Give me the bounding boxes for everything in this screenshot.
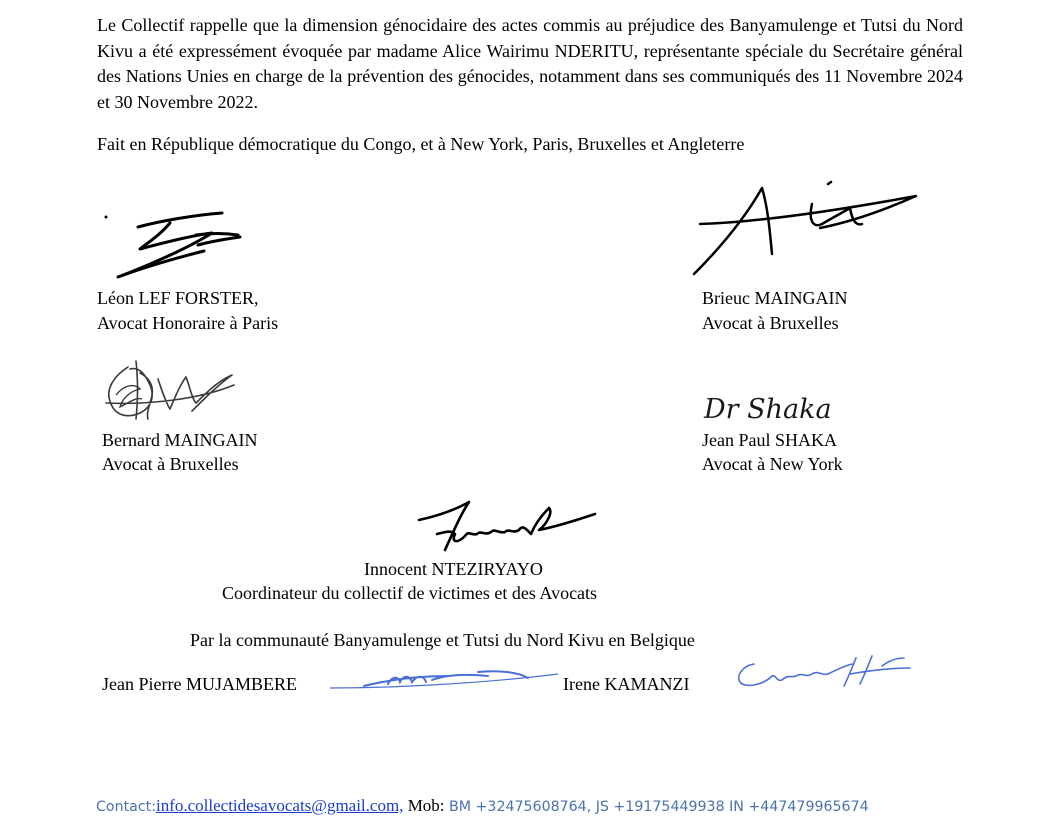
forster-signature bbox=[100, 205, 250, 285]
footer-contact bbox=[96, 796, 869, 816]
mujambere-name: Jean Pierre MUJAMBERE bbox=[102, 674, 297, 694]
shaka-title: Avocat à New York bbox=[702, 454, 843, 474]
brieuc-name: Brieuc MAINGAIN bbox=[702, 288, 848, 308]
contact-label: Contact: bbox=[96, 799, 156, 815]
place-line: Fait en République démocratique du Congo, et à New York, Paris, Bruxelles et Angleterre bbox=[97, 134, 745, 154]
bernard-name: Bernard MAINGAIN bbox=[102, 430, 258, 450]
closing-paragraph: Le Collectif rappelle que la dimension génocidaire des actes commis au préjudice des Banyamulenge et Tutsi du Nord Kivu a été expressément évoquée par madame Alice Wairimu NDERITU, représentante spéciale du Secrétaire général des Nations Unies en charge de la prévention des génocides, notamment dans ses communiqués des 11 Novembre 2024 et 30 Novembre 2022. bbox=[97, 15, 963, 112]
kamanzi-name: Irene KAMANZI bbox=[563, 674, 690, 694]
community-line: Par la communauté Banyamulenge et Tutsi du Nord Kivu en Belgique bbox=[190, 630, 695, 650]
kamanzi-signature bbox=[732, 652, 914, 692]
shaka-signature bbox=[702, 386, 842, 428]
forster-name: Léon LEF FORSTER, bbox=[97, 288, 259, 308]
ntezi-name: Innocent NTEZIRYAYO bbox=[364, 559, 543, 579]
bernard-title: Avocat à Bruxelles bbox=[102, 454, 239, 474]
ntezi-signature bbox=[415, 494, 600, 556]
bernard-signature bbox=[100, 355, 240, 427]
ntezi-title: Coordinateur du collectif de victimes et des Avocats bbox=[222, 583, 598, 603]
phone-numbers: BM +32475608764, JS +19175449938 IN +447479965674 bbox=[444, 799, 869, 815]
shaka-name: Jean Paul SHAKA bbox=[702, 430, 837, 450]
svg-text:Dr Shaka: Dr Shaka bbox=[704, 394, 832, 425]
brieuc-signature bbox=[690, 178, 925, 278]
mob-label: Mob: bbox=[403, 796, 445, 815]
forster-title: Avocat Honoraire à Paris bbox=[97, 313, 279, 333]
mujambere-signature bbox=[328, 664, 560, 694]
brieuc-title: Avocat à Bruxelles bbox=[702, 313, 839, 333]
contact-email-link[interactable]: info.collectidesavocats@gmail.com, bbox=[155, 796, 404, 815]
